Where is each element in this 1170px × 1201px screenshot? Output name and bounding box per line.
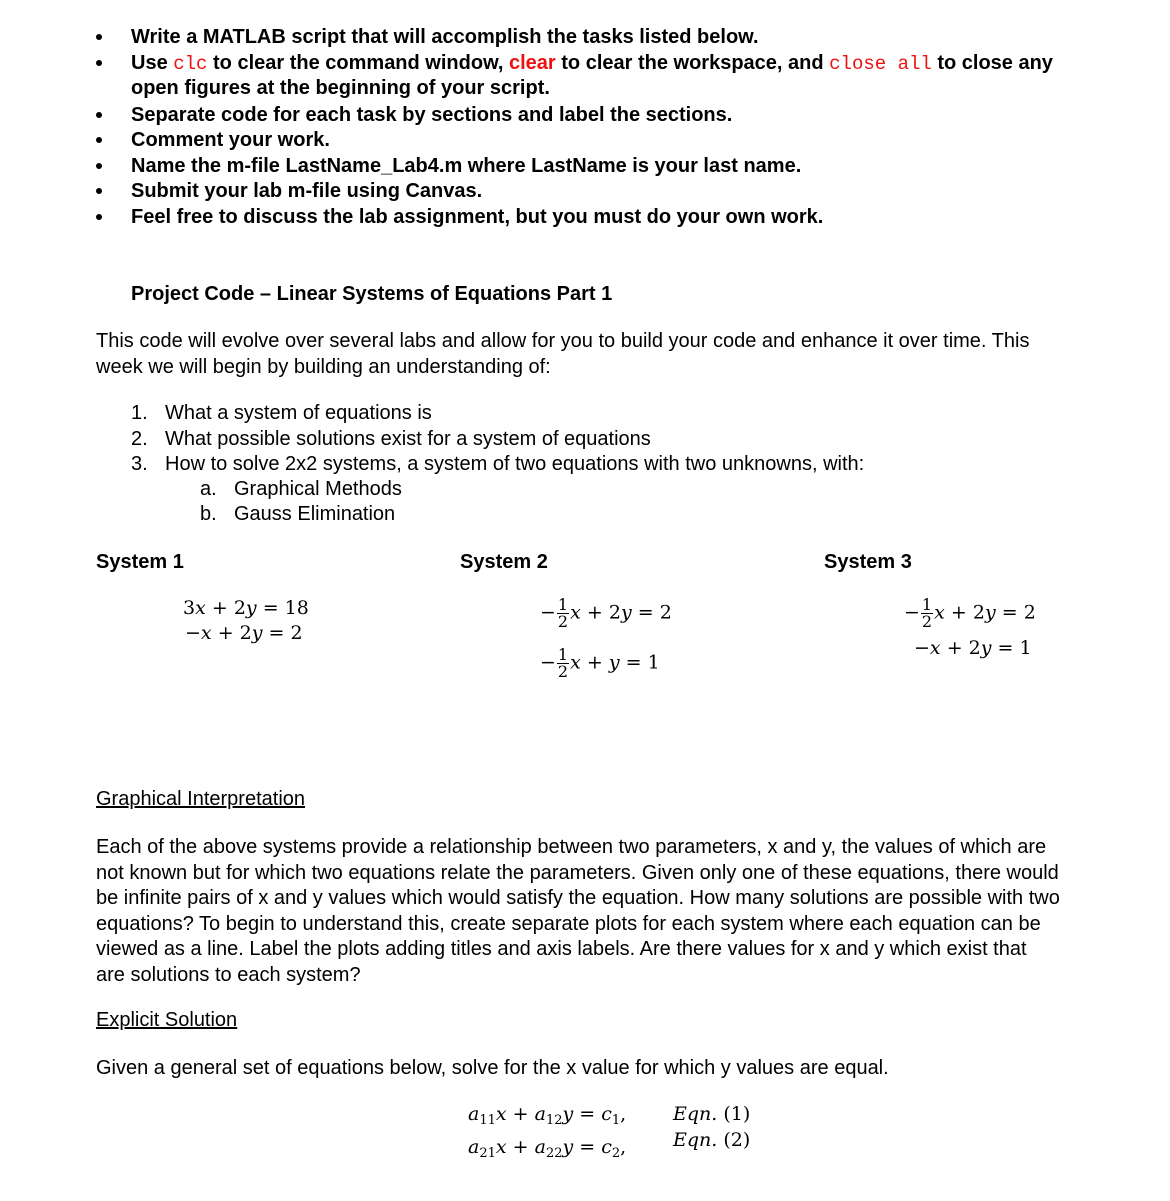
var: y: [984, 601, 996, 624]
list-number: 3.: [131, 453, 148, 475]
denominator: 2: [921, 612, 933, 631]
bullet-continuation: open figures at the beginning of your script.: [131, 77, 550, 99]
eqn-1-label: [673, 1101, 750, 1127]
subscript: 1: [611, 1113, 621, 1128]
text-run: to clear the command window,: [207, 52, 509, 74]
op: +: [512, 1136, 529, 1158]
var: x: [570, 601, 581, 624]
keyword-clear: clear: [509, 52, 556, 74]
equation: [540, 597, 672, 647]
denominator: 2: [557, 662, 569, 681]
eqn-number: (2): [723, 1129, 751, 1151]
var: x: [200, 622, 212, 644]
var: x: [495, 1103, 507, 1125]
coef: 2: [968, 637, 981, 659]
op: +: [950, 601, 967, 624]
text-run: to clear the workspace, and: [555, 52, 830, 74]
bullet-text: Name the m-file LastName_Lab4.m where LastName is your last name.: [131, 155, 802, 177]
bullet-icon: [96, 137, 102, 143]
op: =: [579, 1136, 596, 1158]
coef: 2: [972, 601, 985, 624]
coef: 2: [233, 597, 246, 619]
var: a: [534, 1103, 546, 1125]
general-equations: [468, 1101, 626, 1167]
var: a: [468, 1103, 480, 1125]
var: c: [601, 1136, 612, 1158]
paragraph-line: viewed as a line. Label the plots adding titles and axis labels. Are there values for x and y which exist that: [96, 938, 1027, 960]
explicit-heading: Explicit Solution: [96, 1009, 238, 1031]
fraction: [921, 597, 933, 630]
op: =: [579, 1103, 596, 1125]
system-3-label: System 3: [824, 551, 912, 573]
op: −: [540, 601, 556, 624]
op: −: [540, 651, 556, 674]
equation: [540, 647, 672, 680]
op: =: [625, 651, 642, 674]
eqn-word: Eqn.: [673, 1129, 718, 1151]
var: y: [980, 637, 992, 659]
subscript: 2: [611, 1146, 621, 1161]
system-2-label: System 2: [460, 551, 548, 573]
system-1-equations: [183, 596, 309, 646]
list-text: Graphical Methods: [234, 478, 402, 500]
var: y: [245, 597, 257, 619]
op: +: [586, 651, 603, 674]
op: =: [1001, 601, 1018, 624]
var: c: [601, 1103, 612, 1125]
text-run: to close any: [931, 52, 1053, 74]
bullet-icon: [96, 214, 102, 220]
const: 18: [284, 597, 309, 619]
list-letter: a.: [200, 478, 217, 500]
intro-paragraph: [96, 329, 1029, 380]
coef: 2: [608, 601, 621, 624]
list-text: What a system of equations is: [165, 402, 432, 424]
equation-labels: [673, 1101, 750, 1153]
var: x: [929, 637, 941, 659]
var: y: [562, 1103, 574, 1125]
bullet-text: Separate code for each task by sections and label the sections.: [131, 104, 733, 126]
system-1-label: System 1: [96, 551, 184, 573]
fraction: [557, 597, 569, 630]
subscript: 11: [479, 1113, 496, 1128]
var: y: [251, 622, 263, 644]
list-text: What possible solutions exist for a system of equations: [165, 428, 651, 450]
eqn-2-label: [673, 1127, 750, 1153]
graphical-heading: Graphical Interpretation: [96, 788, 306, 810]
system-2-equations: [540, 597, 672, 680]
var: y: [620, 601, 632, 624]
op: −: [904, 601, 920, 624]
bullet-text: Submit your lab m-file using Canvas.: [131, 180, 483, 202]
equation: [904, 637, 1036, 659]
op: =: [262, 597, 279, 619]
paragraph-line: are solutions to each system?: [96, 963, 361, 986]
numerator: 1: [557, 645, 569, 664]
denominator: 2: [557, 612, 569, 631]
const: 2: [1023, 601, 1036, 624]
list-text: How to solve 2x2 systems, a system of two equations with two unknowns, with:: [165, 453, 865, 475]
code-clc: clc: [173, 53, 208, 75]
paragraph-line: This code will evolve over several labs and allow for you to build your code and enhance it over time. This: [96, 330, 1030, 352]
bullet-icon: [96, 163, 102, 169]
var: y: [562, 1136, 574, 1158]
numerator: 1: [921, 595, 933, 614]
op: =: [997, 637, 1014, 659]
code-close-all: close all: [829, 53, 932, 75]
bullet-icon: [96, 188, 102, 194]
paragraph-line: equations? To begin to understand this, create separate plots for each system where each equation can be: [96, 912, 1041, 935]
bullet-icon: [96, 60, 102, 66]
op: =: [268, 622, 285, 644]
system-3-equations: [904, 597, 1036, 659]
explicit-text: Given a general set of equations below, solve for the x value for which y values are equal.: [96, 1057, 889, 1079]
const: 1: [1019, 637, 1032, 659]
paragraph-line: be infinite pairs of x and y values which would satisfy the equation. How many solutions are possible with two: [96, 887, 1060, 909]
paragraph-line: week we will begin by building an understanding of:: [96, 355, 551, 378]
var: a: [468, 1136, 480, 1158]
op: +: [211, 597, 228, 619]
paragraph-line: not known but for which two equations relate the parameters. Given only one of these equations, there would: [96, 861, 1059, 884]
list-text: Gauss Elimination: [234, 503, 396, 525]
op: +: [512, 1103, 529, 1125]
subscript: 21: [479, 1146, 496, 1161]
bullet-icon: [96, 34, 102, 40]
equation: [183, 596, 309, 621]
bullet-text: [131, 50, 1053, 77]
list-number: 2.: [131, 428, 148, 450]
graphical-paragraph: [96, 835, 1060, 988]
var: a: [534, 1136, 546, 1158]
equation: [183, 621, 309, 646]
paragraph-line: Each of the above systems provide a relationship between two parameters, x and y, the values of which are: [96, 836, 1047, 858]
bullet-icon: [96, 112, 102, 118]
op: +: [217, 622, 234, 644]
list-letter: b.: [200, 503, 217, 525]
eqn-word: Eqn.: [673, 1103, 718, 1125]
op: =: [637, 601, 654, 624]
text-run: Use: [131, 52, 174, 74]
op: +: [946, 637, 963, 659]
op: −: [185, 622, 201, 644]
var: x: [934, 601, 945, 624]
var: y: [608, 651, 620, 674]
numerator: 1: [557, 595, 569, 614]
equation-2: $a_{21}x + a_{22}y = c_2$,: [468, 1136, 627, 1161]
bullet-text: Feel free to discuss the lab assignment, but you must do your own work.: [131, 206, 824, 228]
list-number: 1.: [131, 402, 148, 424]
var: x: [195, 597, 206, 619]
coef: 2: [239, 622, 252, 644]
const: 1: [647, 651, 660, 674]
op: −: [914, 637, 930, 659]
const: 2: [659, 601, 672, 624]
var: x: [495, 1136, 507, 1158]
bullet-text: Comment your work.: [131, 129, 330, 151]
coef: 3: [183, 597, 196, 619]
fraction: [557, 647, 569, 680]
op: +: [586, 601, 603, 624]
bullet-text: Write a MATLAB script that will accomplish the tasks listed below.: [131, 26, 759, 48]
eqn-number: (1): [723, 1103, 751, 1125]
subscript: 22: [545, 1146, 563, 1161]
project-title: Project Code – Linear Systems of Equations Part 1: [131, 283, 613, 305]
subscript: 12: [545, 1113, 563, 1128]
equation-1: $a_{11}x + a_{12}y = c_1$,: [468, 1103, 627, 1128]
const: 2: [290, 622, 303, 644]
var: x: [570, 651, 581, 674]
